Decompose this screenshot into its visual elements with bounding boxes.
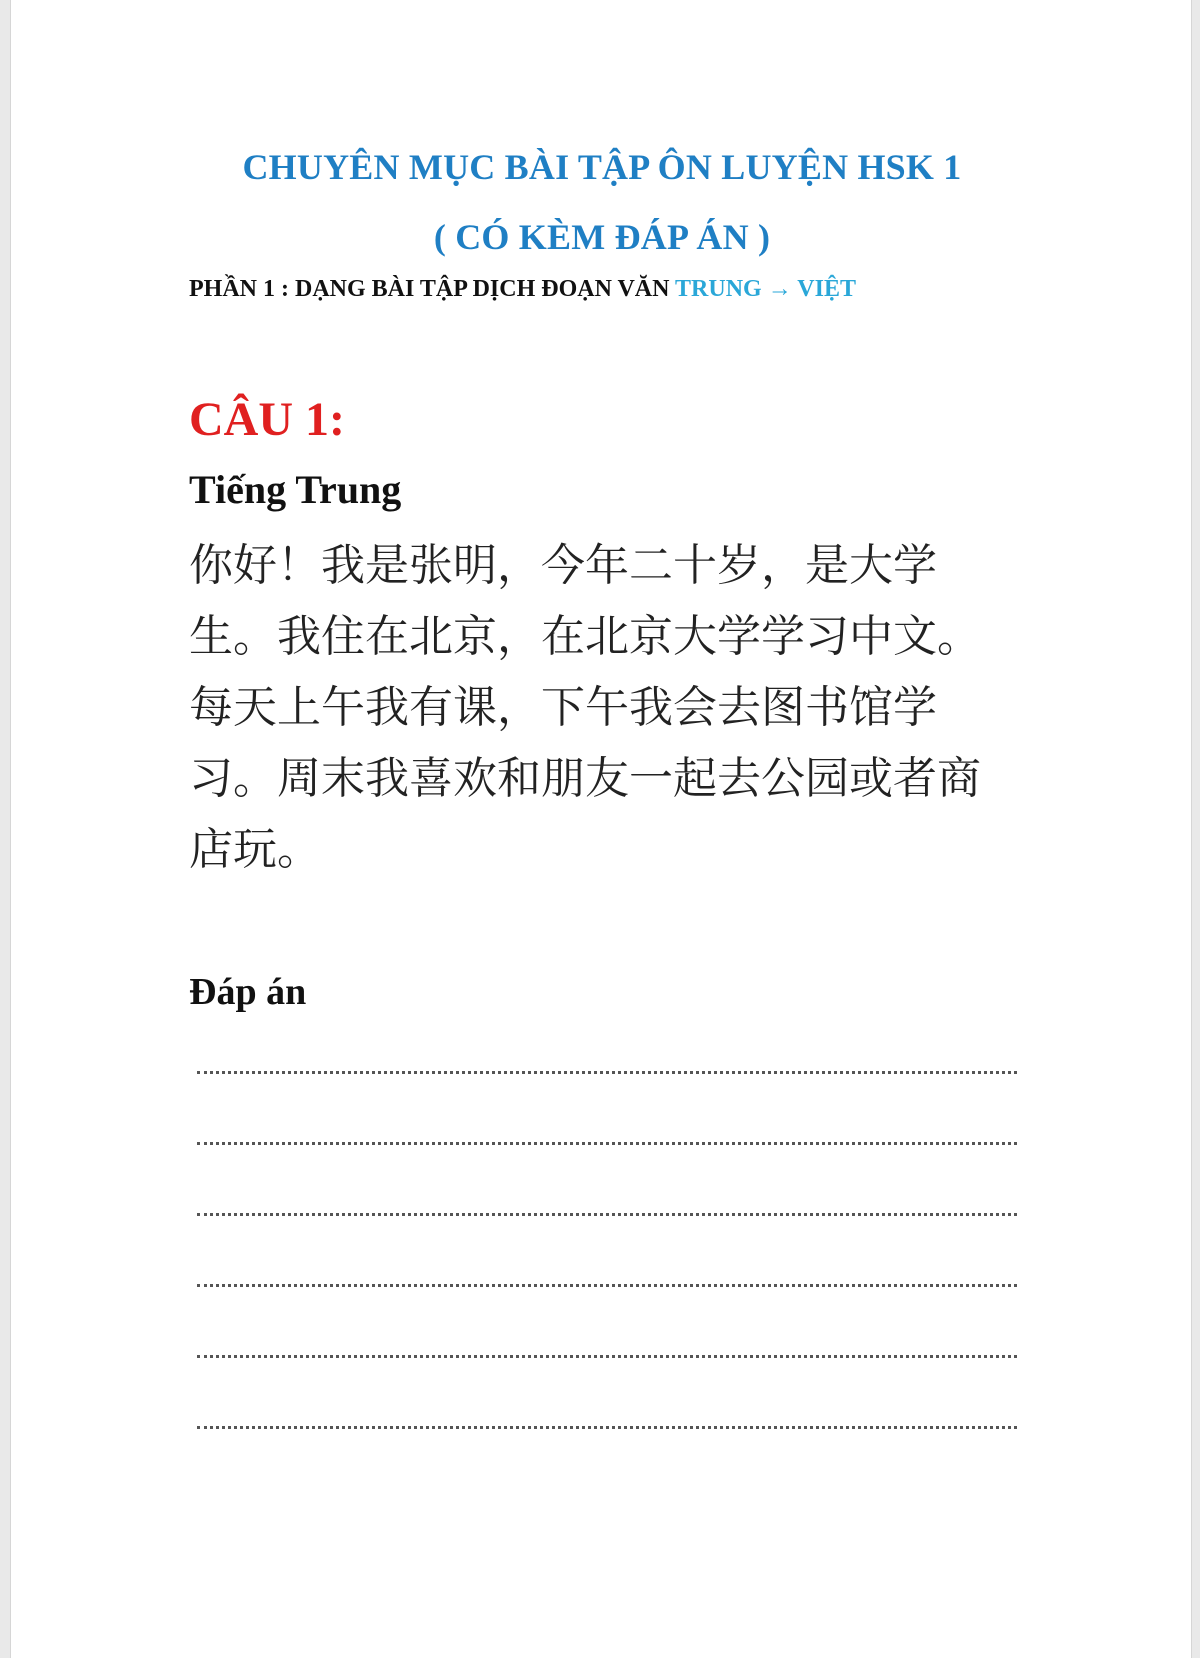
question-heading: CÂU 1: [189,393,345,446]
document-title: CHUYÊN MỤC BÀI TẬP ÔN LUYỆN HSK 1 [242,147,962,187]
answer-label: Đáp án [189,971,307,1013]
document-subtitle: ( CÓ KÈM ĐÁP ÁN ) [433,217,771,257]
answer-blank-line[interactable] [197,1145,1017,1216]
chinese-passage: 你好！我是张明，今年二十岁，是大学生。我住在北京，在北京大学学习中文。每天上午我有课，下午我会去图书馆学习。周末我喜欢和朋友一起去公园或者商店玩。 [189,540,981,875]
part-heading-direction: TRUNG → VIỆT [675,276,856,302]
language-label: Tiếng Trung [189,467,402,512]
part-heading [189,276,1009,303]
answer-blank-line[interactable] [197,1216,1017,1287]
answer-blank-line[interactable] [197,1074,1017,1145]
document-page [10,0,1192,1658]
part-heading-prefix: PHẦN 1 : DẠNG BÀI TẬP DỊCH ĐOẠN VĂN [189,276,676,302]
answer-blank-line[interactable] [197,1060,1017,1074]
answer-blank-line[interactable] [197,1287,1017,1358]
answer-blank-lines[interactable] [197,1060,1017,1429]
answer-blank-line[interactable] [197,1358,1017,1429]
